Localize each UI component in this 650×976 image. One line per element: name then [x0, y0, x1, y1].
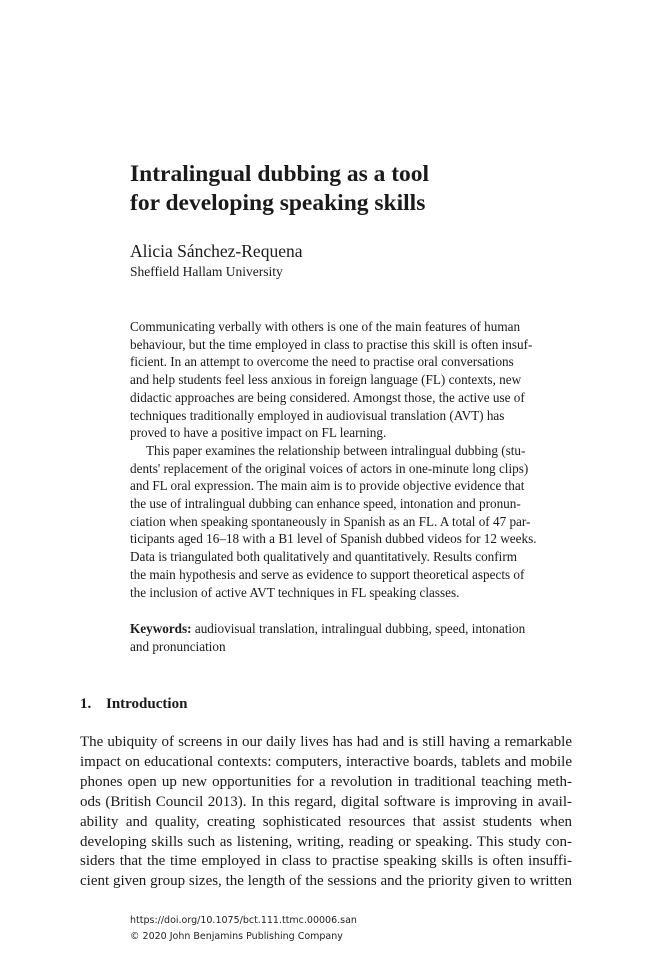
abstract-line: This paper examines the relationship between intralingual dubbing (stu-	[146, 442, 526, 458]
body-line: cient given group sizes, the length of the sessions and the priority given to written	[80, 873, 572, 890]
body-line: developing skills such as listening, writing, reading or speaking. This study con-	[80, 833, 572, 850]
abstract-line: proved to have a positive impact on FL learning.	[130, 425, 387, 441]
abstract-line: techniques traditionally employed in audiovisual translation (AVT) has	[130, 407, 505, 423]
abstract-line: the use of intralingual dubbing can enhance speed, intonation and pronun-	[130, 496, 521, 512]
abstract-line: the inclusion of active AVT techniques in FL speaking classes.	[130, 584, 460, 600]
body-line: siders that the time employed in class to practise speaking skills is often insuffi-	[80, 853, 572, 870]
keywords-text: audiovisual translation, intralingual dubbing, speed, intonation	[194, 621, 526, 636]
body-line: impact on educational contexts: computers, interactive boards, tablets and mobile	[80, 753, 572, 770]
body-line: ods (British Council 2013). In this regard, digital software is improving in avail-	[80, 793, 572, 810]
abstract	[130, 318, 540, 601]
body-line: ability and quality, creating sophisticated resources that assist students when	[80, 813, 572, 830]
abstract-line: dents' replacement of the original voices of actors in one-minute long clips)	[130, 460, 529, 476]
body-line: phones open up new opportunities for a revolution in traditional teaching meth-	[80, 773, 572, 790]
abstract-line: ciation when speaking spontaneously in Spanish as an FL. A total of 47 par-	[130, 513, 531, 529]
doi-link[interactable]: https://doi.org/10.1075/bct.111.ttmc.00006.san	[130, 915, 357, 926]
copyright-notice: © 2020 John Benjamins Publishing Company	[130, 930, 343, 942]
abstract-line: behaviour, but the time employed in class to practise this skill is often insuf-	[130, 336, 533, 352]
article-title-line: Intralingual dubbing as a tool	[130, 161, 430, 187]
abstract-line: ticipants aged 16–18 with a B1 level of Spanish dubbed videos for 12 weeks.	[130, 531, 537, 547]
keywords-label: Keywords:	[130, 621, 192, 636]
abstract-line: and help students feel less anxious in foreign language (FL) contexts, new	[130, 372, 522, 388]
abstract-line: didactic approaches are being considered. Amongst those, the active use of	[130, 389, 525, 405]
keywords-line	[130, 620, 550, 638]
abstract-line: Communicating verbally with others is one of the main features of human	[130, 319, 521, 334]
abstract-line: ficient. In an attempt to overcome the need to practise oral conversations	[130, 354, 514, 370]
page-footer	[130, 913, 357, 944]
abstract-line: the main hypothesis and serve as evidence to support theoretical aspects of	[130, 566, 525, 582]
article-title	[130, 160, 560, 218]
author-name: Alicia Sánchez-Requena	[130, 241, 303, 261]
section-number: 1.	[80, 696, 92, 712]
keywords-text-continued: and pronunciation	[130, 638, 226, 654]
section-heading	[80, 694, 187, 714]
abstract-line: and FL oral expression. The main aim is to provide objective evidence that	[130, 478, 525, 494]
section-title: Introduction	[106, 696, 188, 712]
body-line: The ubiquity of screens in our daily lives has had and is still having a remarkable	[80, 734, 572, 750]
keywords	[130, 620, 550, 655]
article-title-line: for developing speaking skills	[130, 190, 426, 216]
body-text	[80, 733, 572, 892]
author-affiliation: Sheffield Hallam University	[130, 264, 283, 279]
abstract-line: Data is triangulated both qualitatively and quantitatively. Results confirm	[130, 549, 517, 565]
